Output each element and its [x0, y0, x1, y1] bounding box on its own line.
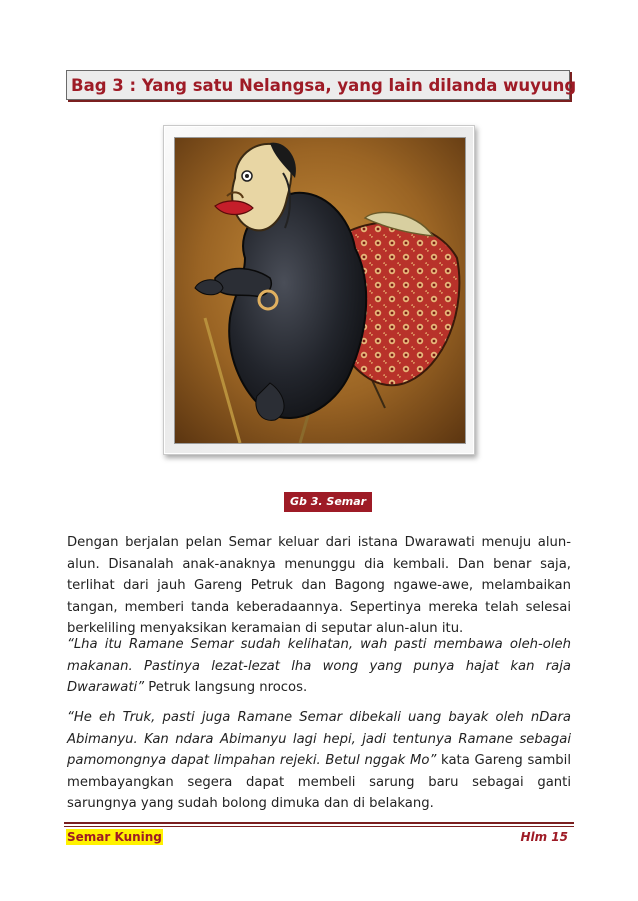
paragraph-2-quote: “Lha itu Ramane Semar sudah kelihatan, wah pasti membawa oleh-oleh makanan. Pastinya lezat-lezat lha wong yang punya hajat kan raja Dwarawati”: [67, 637, 571, 696]
paragraph-2-rest: Petruk langsung nrocos.: [144, 680, 308, 696]
paragraph-2: [67, 634, 571, 699]
figure-frame: [163, 125, 475, 455]
footer-rule-thick: [64, 822, 574, 824]
figure-caption: Gb 3. Semar: [284, 492, 372, 512]
chapter-heading: Bag 3 : Yang satu Nelangsa, yang lain dilanda wuyung: [71, 75, 577, 95]
paragraph-3: [67, 707, 571, 815]
paragraph-3-quote: “He eh Truk, pasti juga Ramane Semar dibekali uang bayak oleh nDara Abimanyu. Kan ndara Abimanyu lagi hepi, jadi tentunya Ramane sebagai pamomongnya dapat limpahan rejeki. Betul nggak Mo”: [67, 710, 571, 769]
footer-page-number: Hlm 15: [520, 830, 568, 844]
paragraph-1: Dengan berjalan pelan Semar keluar dari istana Dwarawati menuju alun-alun. Disanalah anak-anaknya menunggu dia kembali. Dan benar saja, terlihat dari jauh Gareng Petruk dan Bagong ngawe-awe, melambaikan tangan, memberi tanda keberadaannya. Sepertinya mereka telah selesai berkeliling menyaksikan keramaian di seputar alun-alun itu.: [67, 535, 571, 637]
footer-rule-thin: [64, 826, 574, 827]
footer-book-title: Semar Kuning: [67, 830, 162, 844]
chapter-heading-box: [66, 70, 577, 100]
paragraph-3-rest: kata Gareng sambil membayangkan segera dapat membeli sarung baru sebagai ganti sarungnya yang sudah bolong dimuka dan di belakang.: [67, 753, 571, 812]
semar-wayang-image: [174, 137, 466, 444]
